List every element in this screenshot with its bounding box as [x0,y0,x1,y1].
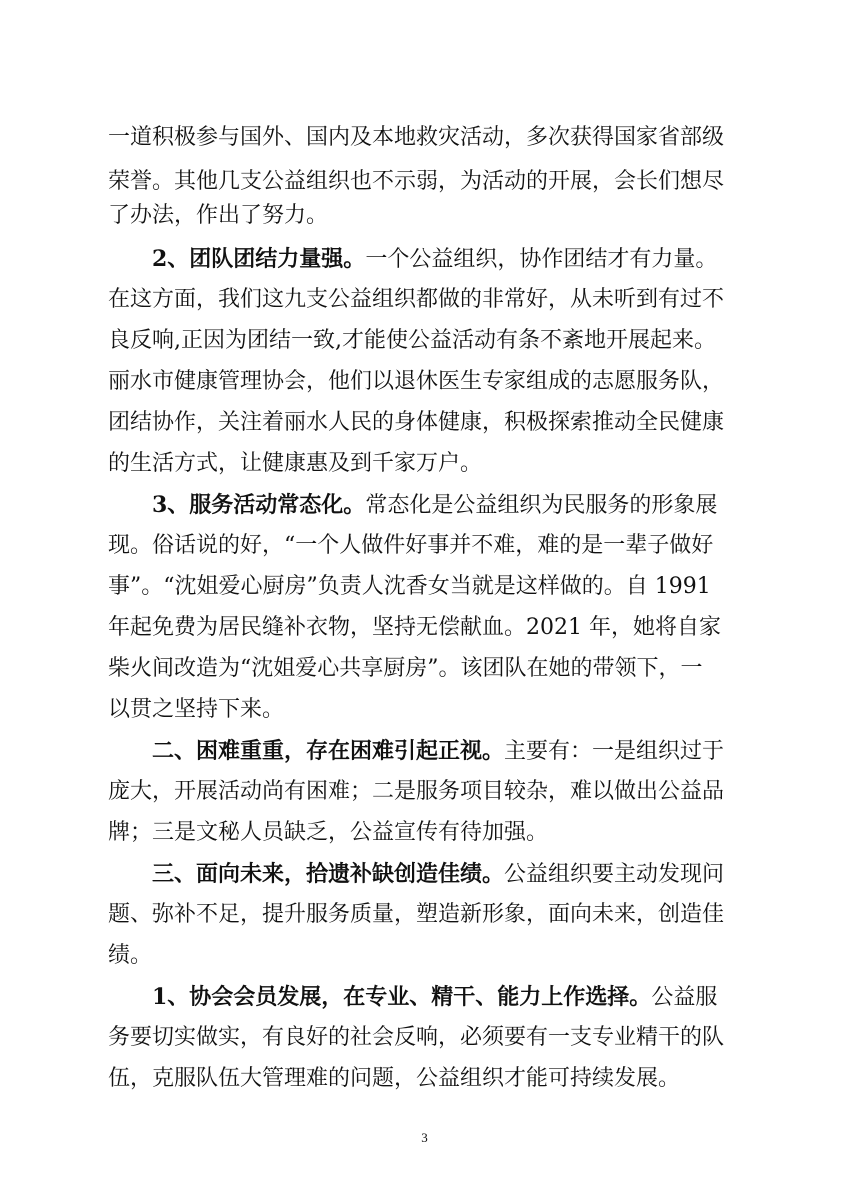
body-line [108,610,748,646]
text-span: 现。俗话说的好，“一个人做件好事并不难，难的是一辈子做好 [108,533,714,558]
text-span: 牌；三是文秘人员缺乏，公益宣传有待加强。 [108,820,549,845]
body-line [152,856,748,892]
text-span: 在这方面，我们这九支公益组织都做的非常好，从未听到有过不 [108,287,725,312]
body-line [108,323,748,359]
text-span: 务要切实做实，有良好的社会反响，必须要有一支专业精干的队 [108,1025,725,1050]
body-line [108,198,748,234]
body-line [108,938,748,974]
text-span: 一道积极参与国外、国内及本地救灾活动，多次获得国家省部级 [108,125,725,150]
body-line [108,815,748,851]
body-line [108,774,748,810]
body-line [108,1061,748,1097]
text-span: 公益服 [651,985,718,1010]
text-span: 公益组织要主动发现问 [504,862,725,887]
body-line [108,164,748,200]
page-number: 3 [421,1130,428,1145]
body-line [108,120,748,156]
body-line [152,979,748,1015]
body-line [108,364,748,400]
body-line [108,1020,748,1056]
text-span: 绩。 [108,943,153,968]
text-span: 庞大，开展活动尚有困难；二是服务项目较杂，难以做出公益品 [108,779,725,804]
text-span: 伍，克服队伍大管理难的问题，公益组织才能可持续发展。 [108,1066,681,1091]
body-line [108,692,748,728]
body-line [152,241,748,277]
body-line [152,487,748,523]
body-line [108,569,748,605]
text-span: 事”。“沈姐爱心厨房”负责人沈香女当就是这样做的。自 1991 [108,574,711,599]
text-span: 一个公益组织，协作团结才有力量。 [365,247,718,272]
text-span: 柴火间改造为“沈姐爱心共享厨房”。该团队在她的带领下，一 [108,656,703,681]
text-span: 丽水市健康管理协会，他们以退休医生专家组成的志愿服务队， [108,369,725,394]
body-line [108,446,748,482]
paragraph-heading: 三、面向未来，拾遗补缺创造佳绩。 [152,861,505,887]
body-line [152,733,748,769]
text-span: 主要有：一是组织过于 [504,739,725,764]
paragraph-heading: 3、服务活动常态化。 [152,492,366,518]
paragraph-heading: 2、团队团结力量强。 [152,246,366,272]
text-span: 良反响,正因为团结一致,才能使公益活动有条不紊地开展起来。 [108,328,716,353]
text-span: 团结协作，关注着丽水人民的身体健康，积极探索推动全民健康 [108,410,725,435]
paragraph-heading: 二、困难重重，存在困难引起正视。 [152,738,505,764]
text-span: 以贯之坚持下来。 [108,697,285,722]
text-span: 年起免费为居民缝补衣物，坚持无偿献血。2021 年，她将自家 [108,615,721,640]
body-line [108,528,748,564]
text-span: 常态化是公益组织为民服务的形象展 [365,493,718,518]
paragraph-heading: 1、协会会员发展，在专业、精干、能力上作选择。 [152,984,652,1010]
text-span: 的生活方式，让健康惠及到千家万户。 [108,451,483,476]
body-line [108,405,748,441]
body-line [108,651,748,687]
text-span: 荣誉。其他几支公益组织也不示弱，为活动的开展，会长们想尽 [108,169,725,194]
body-line [108,282,748,318]
text-span: 题、弥补不足，提升服务质量，塑造新形象，面向未来，创造佳 [108,902,725,927]
body-line [108,897,748,933]
text-span: 了办法，作出了努力。 [108,203,329,228]
